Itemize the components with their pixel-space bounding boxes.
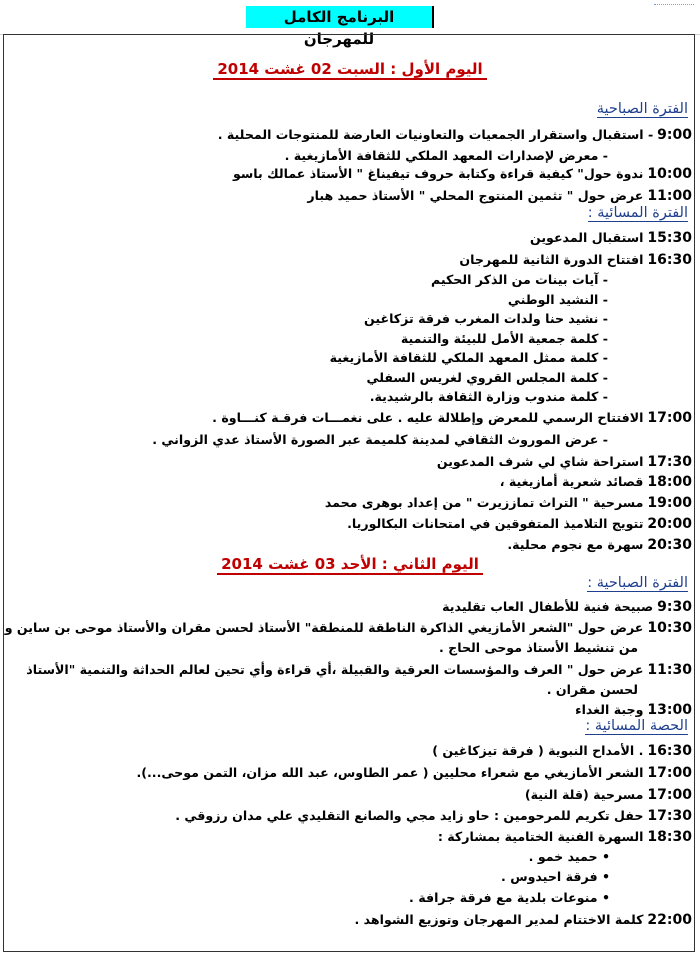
top-strip (0, 0, 700, 48)
schedule-line: 17:00مسرحية (قلة النية) (524, 787, 692, 803)
schedule-line: 17:00الافتتاح الرسمي للمعرض وإطلالة عليه . على نغمـــات فرقـة كنـــاوة . (212, 410, 692, 426)
schedule-line: 10:30عرض حول "الشعر الأمازيغي الذاكرة الناطقة للمنطقة" الأستاذ لحسن مقران والأستاذ موحى بن ساين و (4, 620, 692, 636)
schedule-line: 18:30السهرة الفنية الختامية بمشاركة : (437, 829, 692, 845)
schedule-line: • منوعات بلدية مع فرقة جرافة . (409, 890, 610, 905)
day-2-morning-title: الفترة الصباحية : (587, 575, 688, 591)
schedule-line: لحسن مقران . (546, 682, 638, 697)
document-title: البرنامج الكامل للمهرجان (246, 6, 434, 28)
schedule-line: 10:00ندوة حول" كيفية قراءة وكتابة حروف تيفيناغ " الأستاذ عمالك باسو (233, 166, 692, 182)
schedule-line: 15:30استقبال المدعوين (530, 230, 692, 246)
corner-dots (654, 4, 694, 6)
schedule-line: 16:30. الأمداح النبوية ( فرقة تيزكاغين ) (432, 743, 692, 759)
schedule-line: - آيات بينات من الذكر الحكيم (430, 272, 608, 287)
schedule-line: 11:30عرض حول " العرف والمؤسسات العرقية والقبيلة ،أي قراءة وأي تحين لعالم الحداثة والتنمية "الأستاذ (26, 662, 692, 678)
schedule-line: - نشيد حنا ولدات المغرب فرقة تزكاغين (364, 311, 608, 326)
schedule-line: 17:00الشعر الأمازيغي مع شعراء محليين ( عمر الطاوس، عبد الله مزان، التمن موحى...). (136, 765, 692, 781)
schedule-line: 22:00كلمة الاختتام لمدير المهرجان وتوزيع الشواهد . (354, 912, 692, 928)
schedule-line: 17:30استراحة شاي لي شرف المدعوين (436, 454, 692, 470)
schedule-line: 18:00قصائد شعرية أمازيغية ، (499, 474, 692, 490)
schedule-line: 17:30حفل تكريم للمرحومين : حاو زايد مجي والصانع التقليدي علي مدان رزوقي . (175, 808, 692, 824)
day-2-evening-title: الحصة المسائية : (585, 718, 688, 734)
schedule-line: 9:00- استقبال واستقرار الجمعيات والتعاونيات العارضة للمنتوجات المحلية . (217, 127, 692, 143)
day-2-title: اليوم الثاني : الأحد 03 غشت 2014 (120, 555, 580, 573)
schedule-line: - عرض الموروث الثقافي لمدينة كلميمة عبر الصورة الأستاذ عدي الزواني . (152, 432, 608, 447)
schedule-line: - كلمة جمعية الأمل للبيئة والتنمية (400, 331, 608, 346)
schedule-line: من تنشيط الأستاذ موحى الحاج . (439, 640, 638, 655)
day-1-morning-title: الفترة الصباحية (596, 101, 688, 117)
schedule-line: 13:00وجبة الغداء (575, 702, 692, 718)
schedule-line: - كلمة المجلس القروي لغريس السفلي (366, 370, 608, 385)
schedule-line: 11:00عرض حول " تثمين المنتوج المحلي " الأستاذ حميد هبار (307, 188, 692, 204)
schedule-line: - معرض لإصدارات المعهد الملكي للثقافة الأمازيغية . (284, 148, 608, 163)
schedule-line: - النشيد الوطني (507, 292, 608, 307)
schedule-line: 9:30صبيحة فنية للأطفال العاب تقليدية (442, 599, 692, 615)
schedule-line: • فرقة احيدوس . (501, 869, 610, 884)
schedule-line: 20:00تتويج التلاميذ المتفوقين في امتحانات البكالوريا. (347, 516, 692, 532)
schedule-line: - كلمة ممثل المعهد الملكي للثقافة الأمازيغية (329, 350, 608, 365)
schedule-line: • حميد خمو . (528, 849, 610, 864)
schedule-line: 19:00مسرحية " التراث تماززيرت " من إعداد بوهرى محمد (324, 495, 692, 511)
schedule-line: 16:30افتتاح الدورة الثانية للمهرجان (459, 252, 692, 268)
day-1-title: اليوم الأول : السبت 02 غشت 2014 (120, 60, 580, 78)
schedule-line: 20:30سهرة مع نجوم محلية. (507, 537, 692, 553)
day-1-evening-title: الفترة المسائية : (587, 205, 688, 221)
schedule-line: - كلمة مندوب وزارة الثقافة بالرشيدية. (369, 389, 608, 404)
